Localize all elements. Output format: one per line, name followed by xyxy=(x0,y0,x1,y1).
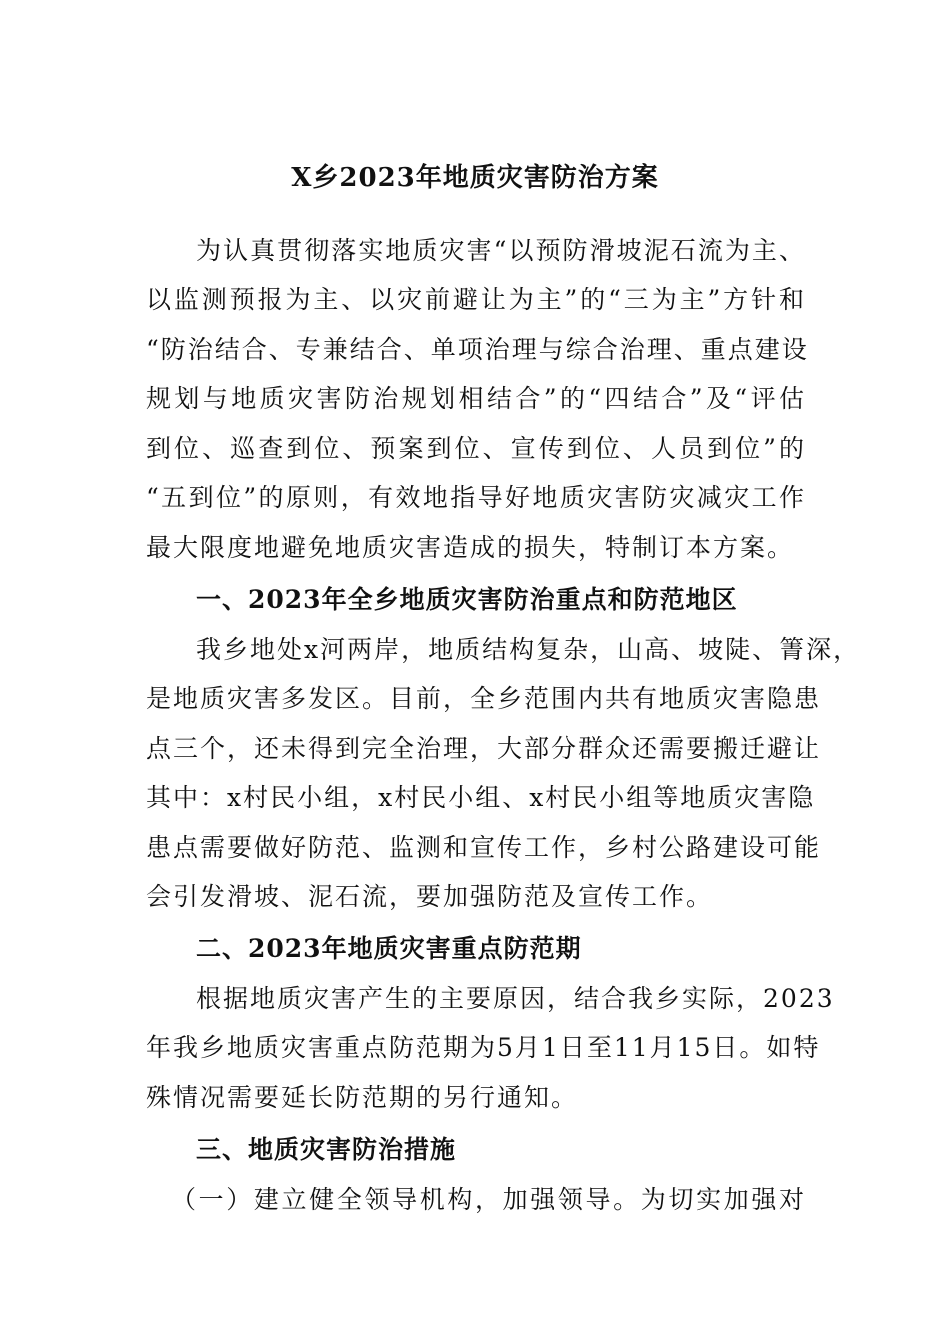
intro-line-3: “防治结合、专兼结合、单项治理与综合治理、重点建设 xyxy=(146,335,809,364)
section-2-line-2: 年我乡地质灾害重点防范期为5月1日至11月15日。如特 xyxy=(146,1033,821,1062)
section-2-heading: 二、2023年地质灾害重点防范期 xyxy=(196,934,582,963)
section-1-line-5: 患点需要做好防范、监测和宣传工作，乡村公路建设可能 xyxy=(146,833,822,862)
section-1-line-3: 点三个，还未得到完全治理，大部分群众还需要搬迁避让 xyxy=(146,734,822,763)
intro-line-5: 到位、巡查到位、预案到位、宣传到位、人员到位”的 xyxy=(146,434,806,463)
section-1-line-1: 我乡地处x河两岸，地质结构复杂，山高、坡陡、箐深， xyxy=(196,635,861,664)
section-2-line-1: 根据地质灾害产生的主要原因，结合我乡实际，2023 xyxy=(196,984,835,1013)
intro-line-1: 为认真贯彻落实地质灾害“以预防滑坡泥石流为主、 xyxy=(196,236,806,265)
section-3-heading: 三、地质灾害防治措施 xyxy=(196,1135,457,1164)
section-1-heading: 一、2023年全乡地质灾害防治重点和防范地区 xyxy=(196,585,738,614)
section-2-line-3: 殊情况需要延长防范期的另行通知。 xyxy=(146,1083,579,1112)
intro-line-7: 最大限度地避免地质灾害造成的损失，特制订本方案。 xyxy=(146,533,795,562)
intro-line-6: “五到位”的原则，有效地指导好地质灾害防灾减灾工作 xyxy=(146,483,806,512)
section-1-line-6: 会引发滑坡、泥石流，要加强防范及宣传工作。 xyxy=(146,882,714,911)
section-1-line-2: 是地质灾害多发区。目前，全乡范围内共有地质灾害隐患 xyxy=(146,684,822,713)
document-title: X乡2023年地质灾害防治方案 xyxy=(291,163,659,193)
intro-line-2: 以监测预报为主、以灾前避让为主”的“三为主”方针和 xyxy=(146,285,806,314)
section-3-line-1: （一）建立健全领导机构，加强领导。为切实加强对 xyxy=(171,1185,806,1214)
intro-line-4: 规划与地质灾害防治规划相结合”的“四结合”及“评估 xyxy=(146,384,806,413)
section-1-line-4: 其中：x村民小组，x村民小组、x村民小组等地质灾害隐 xyxy=(146,783,816,812)
